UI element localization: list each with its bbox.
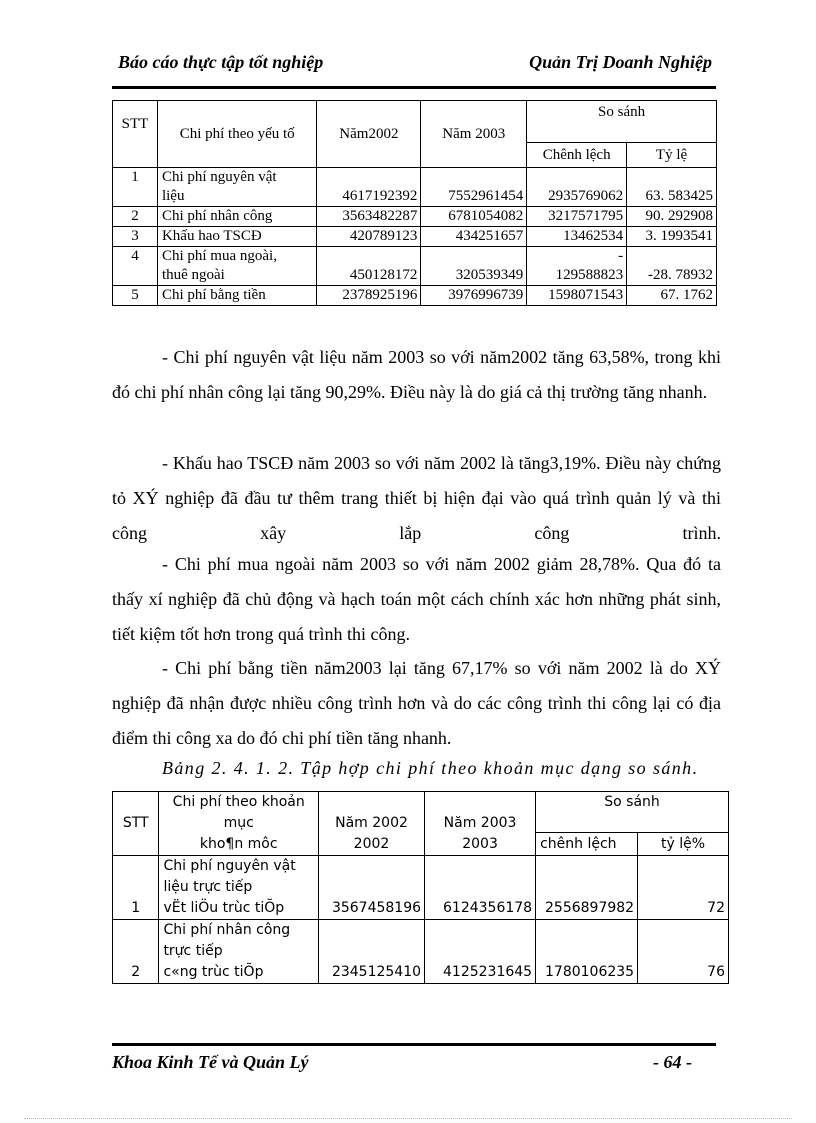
page-header [118, 52, 712, 80]
header-2002: Năm2002 [317, 101, 421, 168]
footer-faculty: Khoa Kinh Tế và Quản Lý [112, 1052, 309, 1072]
cost-by-item-table [112, 791, 729, 984]
paragraph-cash-costs: - Chi phí bằng tiền năm2003 lại tăng 67,17% so với năm 2002 là do XÝ nghiệp đã nhận được nhiều công trình hơn và do các công trình thi công lại có địa điểm thi công xa do đó chi phí tiền tăng nhanh. [112, 658, 721, 748]
page-footer [112, 1052, 692, 1073]
page-edge-dotted-line [24, 1118, 792, 1119]
header-2003: Năm 2003 [421, 101, 527, 168]
paragraph-materials: - Chi phí nguyên vật liệu năm 2003 so với năm2002 tăng 63,58%, trong khi đó chi phí nhân công lại tăng 90,29%. Điều này là do giá cả thị trường tăng nhanh. [112, 347, 721, 402]
table-row: 2 Chi phí nhân công trực tiếp c«ng trùc tiÕp 2345125410 4125231645 1780106235 76 [113, 920, 729, 984]
table-row: 1 Chi phí nguyên vật liệu 4617192392 7552961454 2935769062 63. 583425 [113, 168, 717, 207]
header-compare: So sánh [536, 792, 729, 833]
header-ratio: Tỷ lệ [627, 143, 717, 168]
table-row: 2 Chi phí nhân công 3563482287 6781054082 3217571795 90. 292908 [113, 207, 717, 227]
page-number: - 64 - [653, 1052, 692, 1072]
header-2002: Năm 2002 2002 [318, 792, 424, 856]
header-stt: STT [113, 792, 159, 856]
header-compare: So sánh [527, 101, 717, 143]
header-department: Quản Trị Doanh Nghiệp [529, 52, 712, 72]
table-header-row [113, 792, 729, 833]
table-row: 3 Khấu hao TSCĐ 420789123 434251657 13462534 3. 1993541 [113, 227, 717, 247]
table-header-row [113, 101, 717, 143]
table-row: 4 Chi phí mua ngoài, thuê ngoài 450128172 320539349 - 129588823 -28. 78932 [113, 247, 717, 286]
header-item: Chi phí theo yếu tố [157, 101, 316, 168]
paragraph-outsourcing: - Chi phí mua ngoài năm 2003 so với năm 2002 giảm 28,78%. Qua đó ta thấy xí nghiệp đã chủ động và hạch toán một cách chính xác hơn những phát sinh, tiết kiệm tốt hơn trong quá trình thi công. [112, 554, 721, 644]
table-caption: Bảng 2. 4. 1. 2. Tập hợp chi phí theo khoản mục dạng so sánh. [162, 758, 699, 778]
table-row: 1 Chi phí nguyên vật liệu trực tiếp vËt liÖu trùc tiÕp 3567458196 6124356178 2556897982 72 [113, 856, 729, 920]
header-ratio: tỷ lệ% [638, 833, 729, 856]
paragraph-depreciation: - Khấu hao TSCĐ năm 2003 so với năm 2002 là tăng3,19%. Điều này chứng tỏ XÝ nghiệp đã đầu tư thêm trang thiết bị hiện đại vào quá trình quản lý và thi công xây lắp công trình. [112, 453, 721, 543]
footer-rule [112, 1043, 716, 1046]
header-diff: chênh lệch [536, 833, 638, 856]
header-stt: STT [113, 101, 158, 168]
header-report-title: Báo cáo thực tập tốt nghiệp [118, 52, 324, 72]
header-diff: Chênh lệch [527, 143, 627, 168]
table-row: 5 Chi phí bằng tiền 2378925196 3976996739 1598071543 67. 1762 [113, 286, 717, 306]
header-2003: Năm 2003 2003 [425, 792, 536, 856]
header-item: Chi phí theo khoản mục kho¶n môc [159, 792, 319, 856]
header-rule [112, 86, 716, 89]
cost-by-factor-table [112, 100, 717, 306]
